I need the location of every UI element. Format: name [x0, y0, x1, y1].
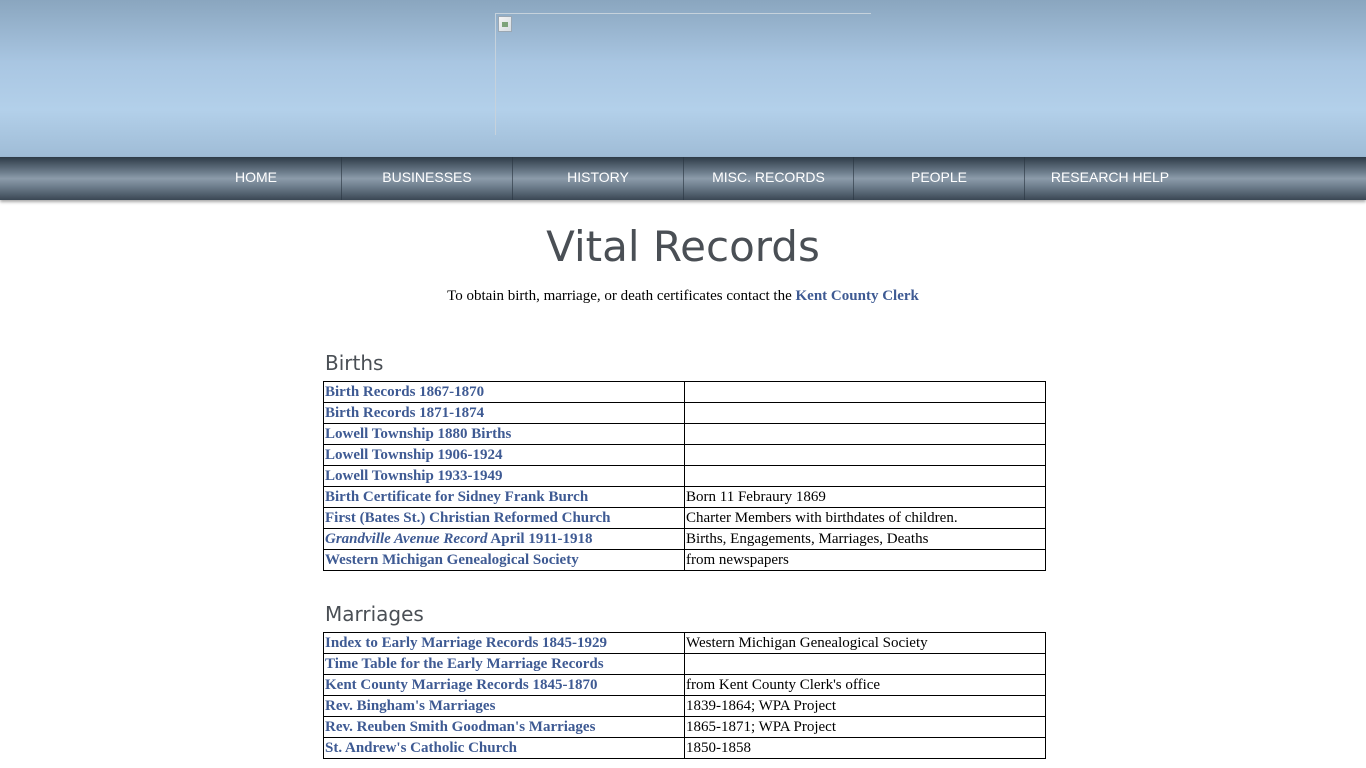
births-heading: Births: [325, 351, 384, 375]
table-row: [324, 717, 1046, 738]
table-cell-note: 1839-1864; WPA Project: [685, 696, 1046, 717]
table-cell: [324, 738, 685, 759]
table-cell-note: Born 11 Febraury 1869: [685, 487, 1046, 508]
nav-item-misc-records[interactable]: MISC. RECORDS: [712, 169, 825, 185]
record-link[interactable]: Kent County Marriage Records 1845-1870: [325, 676, 598, 693]
nav-item-home[interactable]: HOME: [235, 169, 277, 185]
record-link-rest: April 1911-1918: [487, 530, 593, 547]
table-cell: [324, 696, 685, 717]
table-cell-note: from Kent County Clerk's office: [685, 675, 1046, 696]
table-cell: [324, 382, 685, 403]
record-link[interactable]: Rev. Bingham's Marriages: [325, 697, 496, 714]
intro-text: [0, 286, 1366, 306]
table-row: [324, 487, 1046, 508]
nav-item-research-help[interactable]: RESEARCH HELP: [1050, 169, 1170, 185]
record-link[interactable]: Lowell Township 1933-1949: [325, 467, 503, 484]
table-cell-note: Charter Members with birthdates of children.: [685, 508, 1046, 529]
table-cell: [324, 654, 685, 675]
table-cell-note: [685, 382, 1046, 403]
table-row: [324, 675, 1046, 696]
table-cell: [324, 633, 685, 654]
table-cell-note: Western Michigan Genealogical Society: [685, 633, 1046, 654]
table-row: [324, 738, 1046, 759]
record-link[interactable]: First (Bates St.) Christian Reformed Church: [325, 509, 611, 526]
site-header: [0, 0, 1366, 157]
table-cell-note: [685, 403, 1046, 424]
nav-item-people[interactable]: PEOPLE: [910, 169, 968, 185]
broken-image-icon: [498, 16, 512, 32]
table-row: [324, 654, 1046, 675]
page-title: Vital Records: [546, 222, 820, 271]
table-cell: [324, 550, 685, 571]
table-cell: [324, 675, 685, 696]
table-row: [324, 633, 1046, 654]
record-link[interactable]: Rev. Reuben Smith Goodman's Marriages: [325, 718, 596, 735]
table-row: [324, 424, 1046, 445]
nav-item-businesses[interactable]: BUSINESSES: [382, 169, 472, 185]
intro-label: To obtain birth, marriage, or death certificates contact the: [447, 288, 796, 304]
record-link[interactable]: Western Michigan Genealogical Society: [325, 551, 579, 568]
table-row: [324, 466, 1046, 487]
nav-item-history[interactable]: HISTORY: [567, 169, 629, 185]
record-link[interactable]: St. Andrew's Catholic Church: [325, 739, 517, 756]
record-link[interactable]: Birth Records 1867-1870: [325, 383, 485, 400]
table-cell-note: [685, 445, 1046, 466]
table-row: [324, 550, 1046, 571]
table-row: [324, 696, 1046, 717]
table-cell-note: 1865-1871; WPA Project: [685, 717, 1046, 738]
births-table: [323, 381, 1046, 571]
record-link[interactable]: Time Table for the Early Marriage Records: [325, 655, 604, 672]
table-cell-note: 1850-1858: [685, 738, 1046, 759]
record-link[interactable]: [325, 531, 593, 547]
record-link[interactable]: Birth Certificate for Sidney Frank Burch: [325, 488, 589, 505]
marriages-heading: Marriages: [325, 602, 424, 626]
table-cell-note: [685, 654, 1046, 675]
table-cell: [324, 466, 685, 487]
table-row: [324, 382, 1046, 403]
table-cell-note: [685, 424, 1046, 445]
table-cell: [324, 445, 685, 466]
table-row: [324, 508, 1046, 529]
table-cell: [324, 529, 685, 550]
table-cell-note: [685, 466, 1046, 487]
record-link-italic: Grandville Avenue Record: [325, 530, 488, 547]
marriages-table: [323, 632, 1046, 759]
record-link[interactable]: Lowell Township 1906-1924: [325, 446, 503, 463]
table-cell: [324, 487, 685, 508]
table-row: [324, 445, 1046, 466]
kent-county-clerk-link[interactable]: Kent County Clerk: [795, 288, 919, 304]
table-cell: [324, 508, 685, 529]
table-cell: [324, 403, 685, 424]
record-link[interactable]: Birth Records 1871-1874: [325, 404, 485, 421]
main-nav: [0, 157, 1366, 200]
table-cell: [324, 717, 685, 738]
table-cell-note: Births, Engagements, Marriages, Deaths: [685, 529, 1046, 550]
record-link[interactable]: Lowell Township 1880 Births: [325, 425, 512, 442]
table-cell-note: from newspapers: [685, 550, 1046, 571]
table-row: [324, 403, 1046, 424]
logo-image[interactable]: [495, 13, 871, 135]
table-cell: [324, 424, 685, 445]
record-link[interactable]: Index to Early Marriage Records 1845-1929: [325, 634, 608, 651]
table-row: [324, 529, 1046, 550]
